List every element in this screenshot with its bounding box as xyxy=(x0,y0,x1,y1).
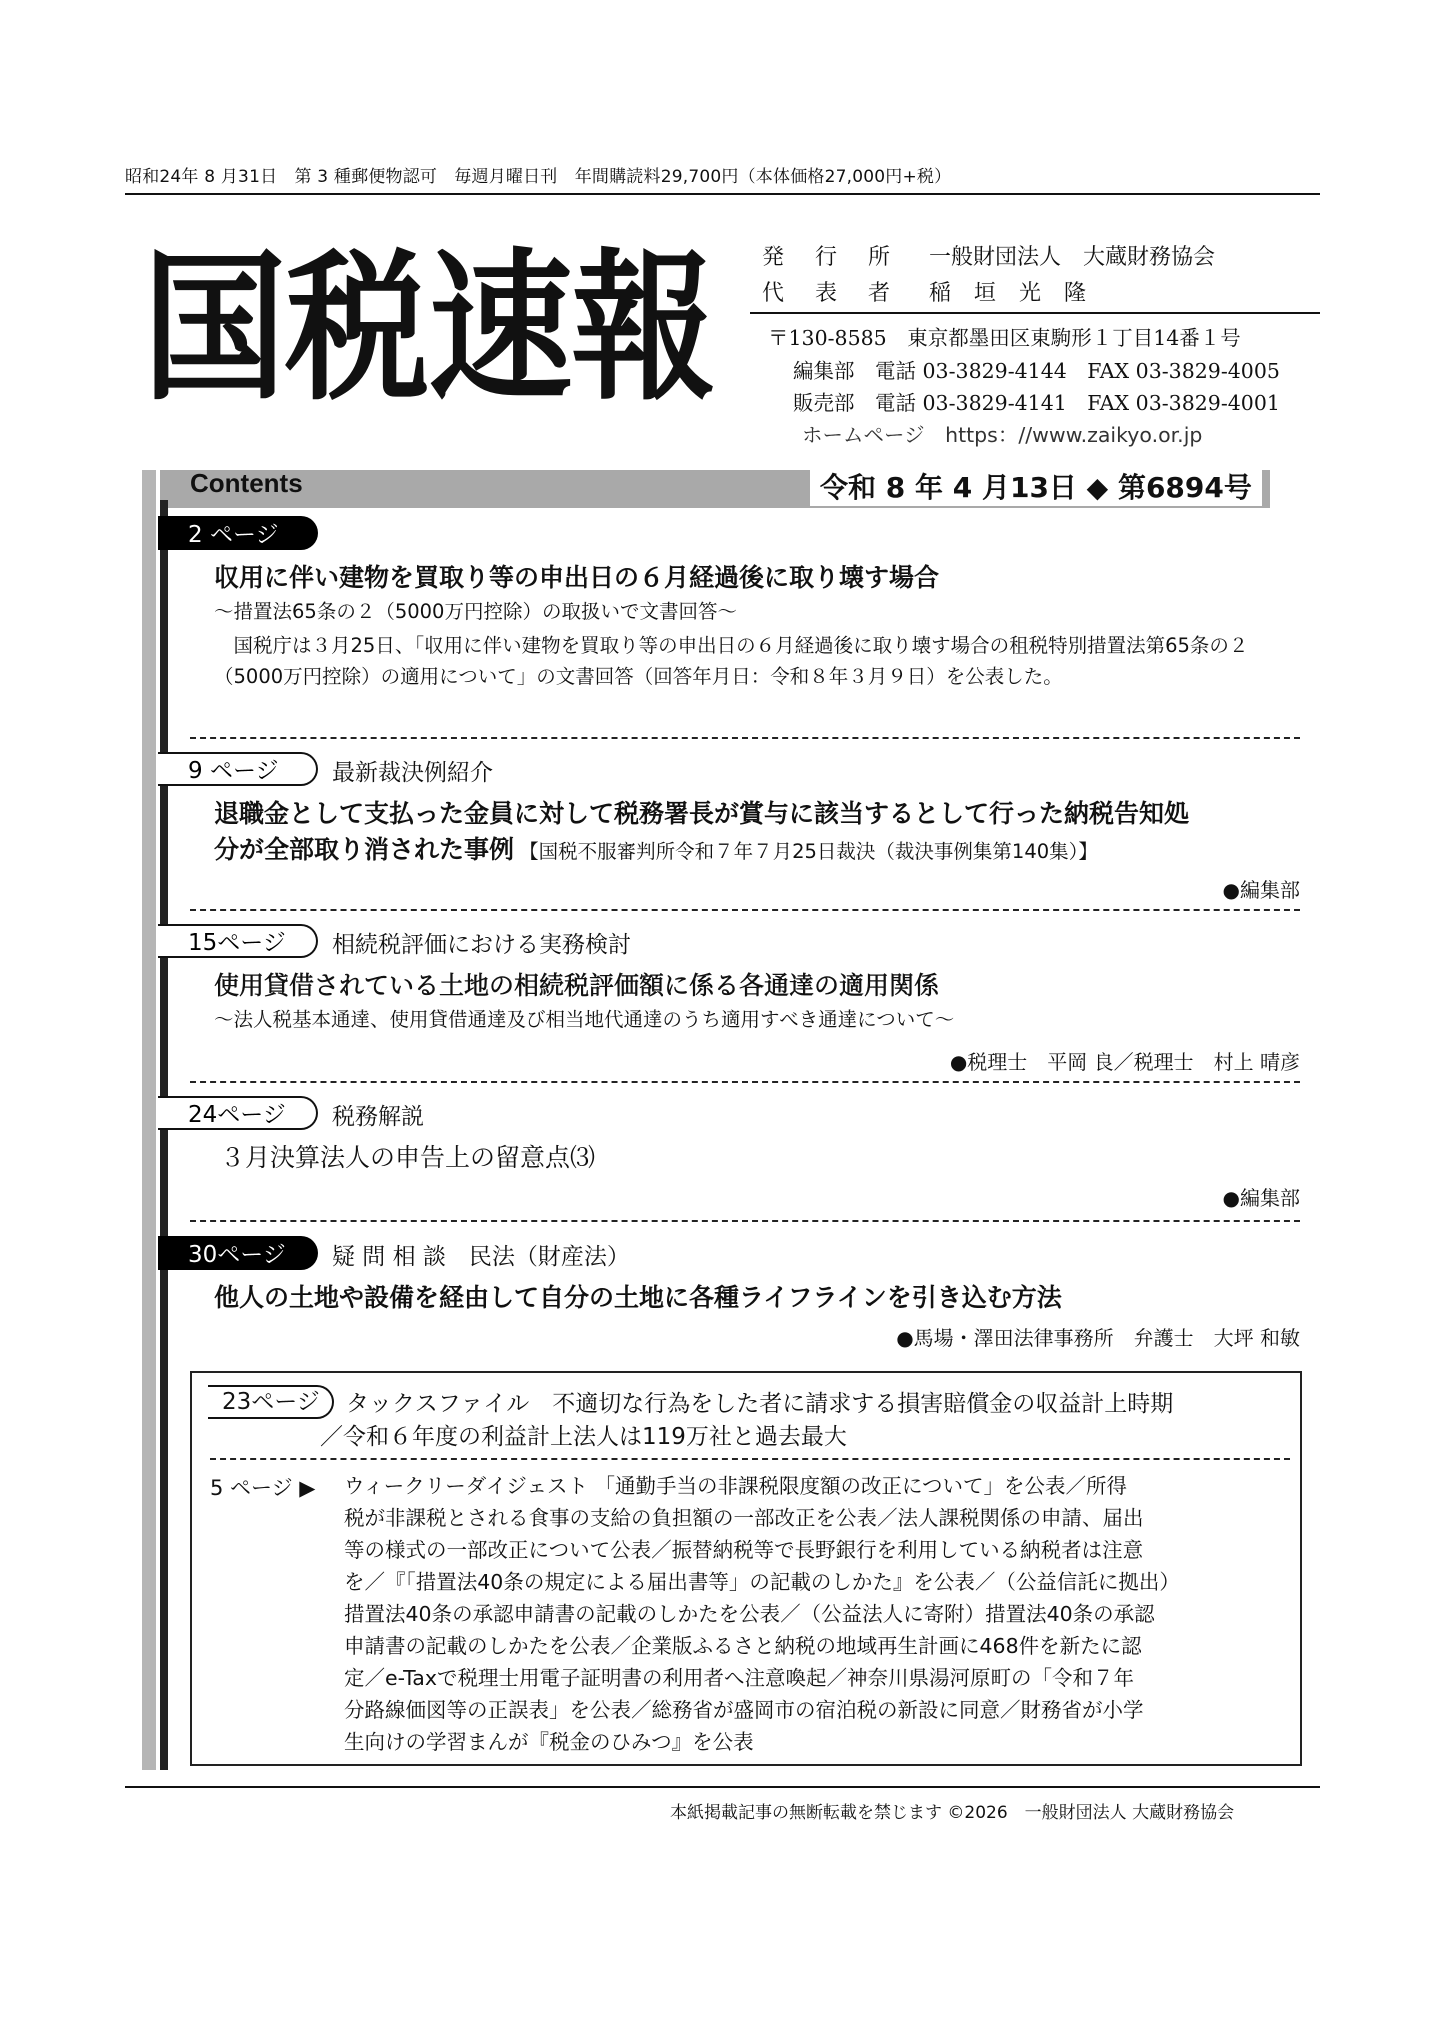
ruling-citation: 【国税不服審判所令和７年７月25日裁決（裁決事例集第140集）】 xyxy=(519,840,1098,863)
representative-label: 代 表 者 xyxy=(762,281,902,306)
masthead-char-2: 税 xyxy=(285,233,424,423)
sales-contact: 販売部 電話 03-3829-4141 FAX 03-3829-4001 xyxy=(793,391,1280,415)
article-headline[interactable]: 収用に伴い建物を買取り等の申出日の６月経過後に取り壊す場合 xyxy=(214,563,940,592)
tax-file-line2: ／令和６年度の利益計上法人は119万社と過去最大 xyxy=(320,1424,847,1450)
section-label: 相続税評価における実務検討 xyxy=(332,932,631,958)
address-line: 〒130-8585 東京都墨田区東駒形１丁目14番１号 xyxy=(768,326,1241,350)
page-tag-24[interactable]: 24ページ xyxy=(158,1096,318,1130)
section-divider xyxy=(190,909,1300,911)
digest-line: 税が非課税とされる食事の支給の負担額の一部改正を公表／法人課税関係の申請、届出 xyxy=(344,1506,1144,1530)
article-subtitle: ～法人税基本通達、使用貸借通達及び相当地代通達のうち適用すべき通達について～ xyxy=(214,1008,955,1031)
article-author: ●編集部 xyxy=(1222,1186,1300,1210)
representative-value: 稲 垣 光 隆 xyxy=(929,281,1094,306)
article-headline-line1[interactable]: 退職金として支払った金員に対して税務署長が賞与に該当するとして行った納税告知処 xyxy=(214,799,1190,828)
section-label: 最新裁決例紹介 xyxy=(332,760,493,786)
digest-line: 措置法40条の承認申請書の記載のしかたを公表／（公益法人に寄附）措置法40条の承認 xyxy=(344,1602,1155,1626)
section-label: 税務解説 xyxy=(332,1104,424,1130)
left-bar-dark xyxy=(160,500,168,1770)
publisher-value: 一般財団法人 大蔵財務協会 xyxy=(929,245,1216,270)
article-headline[interactable]: 他人の土地や設備を経由して自分の土地に各種ライフラインを引き込む方法 xyxy=(214,1283,1062,1312)
page-tag-15[interactable]: 15ページ xyxy=(158,924,318,958)
digest-line: 生向けの学習まんが『税金のひみつ』を公表 xyxy=(344,1730,754,1754)
page-tag-9[interactable]: 9 ページ xyxy=(158,752,318,786)
box-divider xyxy=(210,1458,1290,1460)
digest-line: ウィークリーダイジェスト 「通勤手当の非課税限度額の改正について」を公表／所得 xyxy=(344,1474,1128,1498)
footer-rule xyxy=(125,1786,1320,1788)
section-divider xyxy=(190,737,1300,739)
page-tag-30[interactable]: 30ページ xyxy=(158,1236,318,1270)
page-tag-2[interactable]: 2 ページ xyxy=(158,516,318,550)
article-headline-line2 xyxy=(214,830,1098,866)
masthead-char-4: 報 xyxy=(571,233,710,423)
digest-page-tag[interactable]: 5 ページ ▶ xyxy=(210,1476,316,1500)
digest-line: 分路線価図等の正誤表」を公表／総務省が盛岡市の宿泊税の新設に同意／財務省が小学 xyxy=(344,1698,1144,1722)
representative-line xyxy=(762,276,1094,307)
copyright-notice: 本紙掲載記事の無断転載を禁じます ©2026 一般財団法人 大蔵財務協会 xyxy=(670,1803,1235,1823)
digest-line: 申請書の記載のしかたを公表／企業版ふるさと納税の地域再生計画に468件を新たに認 xyxy=(344,1634,1142,1658)
section-divider xyxy=(190,1220,1300,1222)
editorial-contact: 編集部 電話 03-3829-4144 FAX 03-3829-4005 xyxy=(793,359,1280,383)
digest-line: を／『「措置法40条の規定による届出書等」の記載のしかた』を公表／（公益信託に拠出） xyxy=(344,1570,1180,1594)
page-tag-23[interactable]: 23ページ xyxy=(208,1385,334,1419)
article-author: ●税理士 平岡 良／税理士 村上 晴彦 xyxy=(949,1050,1300,1074)
masthead-char-3: 速 xyxy=(428,233,567,423)
masthead-logo xyxy=(140,233,712,423)
masthead-char-1: 国 xyxy=(142,233,281,423)
header-rule xyxy=(125,193,1320,195)
article-headline[interactable]: ３月決算法人の申告上の留意点⑶ xyxy=(220,1143,596,1172)
digest-line: 定／e-Taxで税理士用電子証明書の利用者へ注意喚起／神奈川県湯河原町の「令和７年 xyxy=(344,1666,1134,1690)
weekly-digest xyxy=(344,1470,1294,1758)
publisher-line xyxy=(762,240,1215,271)
article-author: ●馬場・澤田法律事務所 弁護士 大坪 和敏 xyxy=(896,1326,1300,1350)
section-divider xyxy=(190,1081,1300,1083)
article-headline[interactable]: 使用貸借されている土地の相続税評価額に係る各通達の適用関係 xyxy=(214,971,940,1000)
issue-info-line: 昭和24年 8 月31日 第 3 種郵便物認可 毎週月曜日刊 年間購読料29,700円（本体価格27,000円+税） xyxy=(125,167,952,187)
publisher-rule xyxy=(750,312,1320,314)
article-headline-tail[interactable]: 分が全部取り消された事例 xyxy=(214,835,515,864)
digest-line: 等の様式の一部改正について公表／振替納税等で長野銀行を利用している納税者は注意 xyxy=(344,1538,1144,1562)
article-author: ●編集部 xyxy=(1222,878,1300,902)
left-bar-gray xyxy=(142,470,156,1770)
homepage-link[interactable]: ホームページ https：//www.zaikyo.or.jp xyxy=(802,423,1203,447)
article-summary: 国税庁は３月25日、「収用に伴い建物を買取り等の申出日の６月経過後に取り壊す場合の租税特別措置法第65条の２（5000万円控除）の適用について」の文書回答（回答年月日：令和８年３月９日）を公表した。 xyxy=(214,634,1249,688)
section-label: 疑 問 相 談 民法（財産法） xyxy=(332,1244,630,1270)
tax-file-line1[interactable]: タックスファイル 不適切な行為をした者に請求する損害賠償金の収益計上時期 xyxy=(346,1391,1174,1417)
issue-date-number: 令和 8 年 4 月13日 ◆ 第6894号 xyxy=(810,466,1262,506)
article-subtitle: ～措置法65条の２（5000万円控除）の取扱いで文書回答～ xyxy=(214,600,737,623)
publisher-label: 発 行 所 xyxy=(762,245,902,270)
contents-label: Contents xyxy=(190,468,303,498)
